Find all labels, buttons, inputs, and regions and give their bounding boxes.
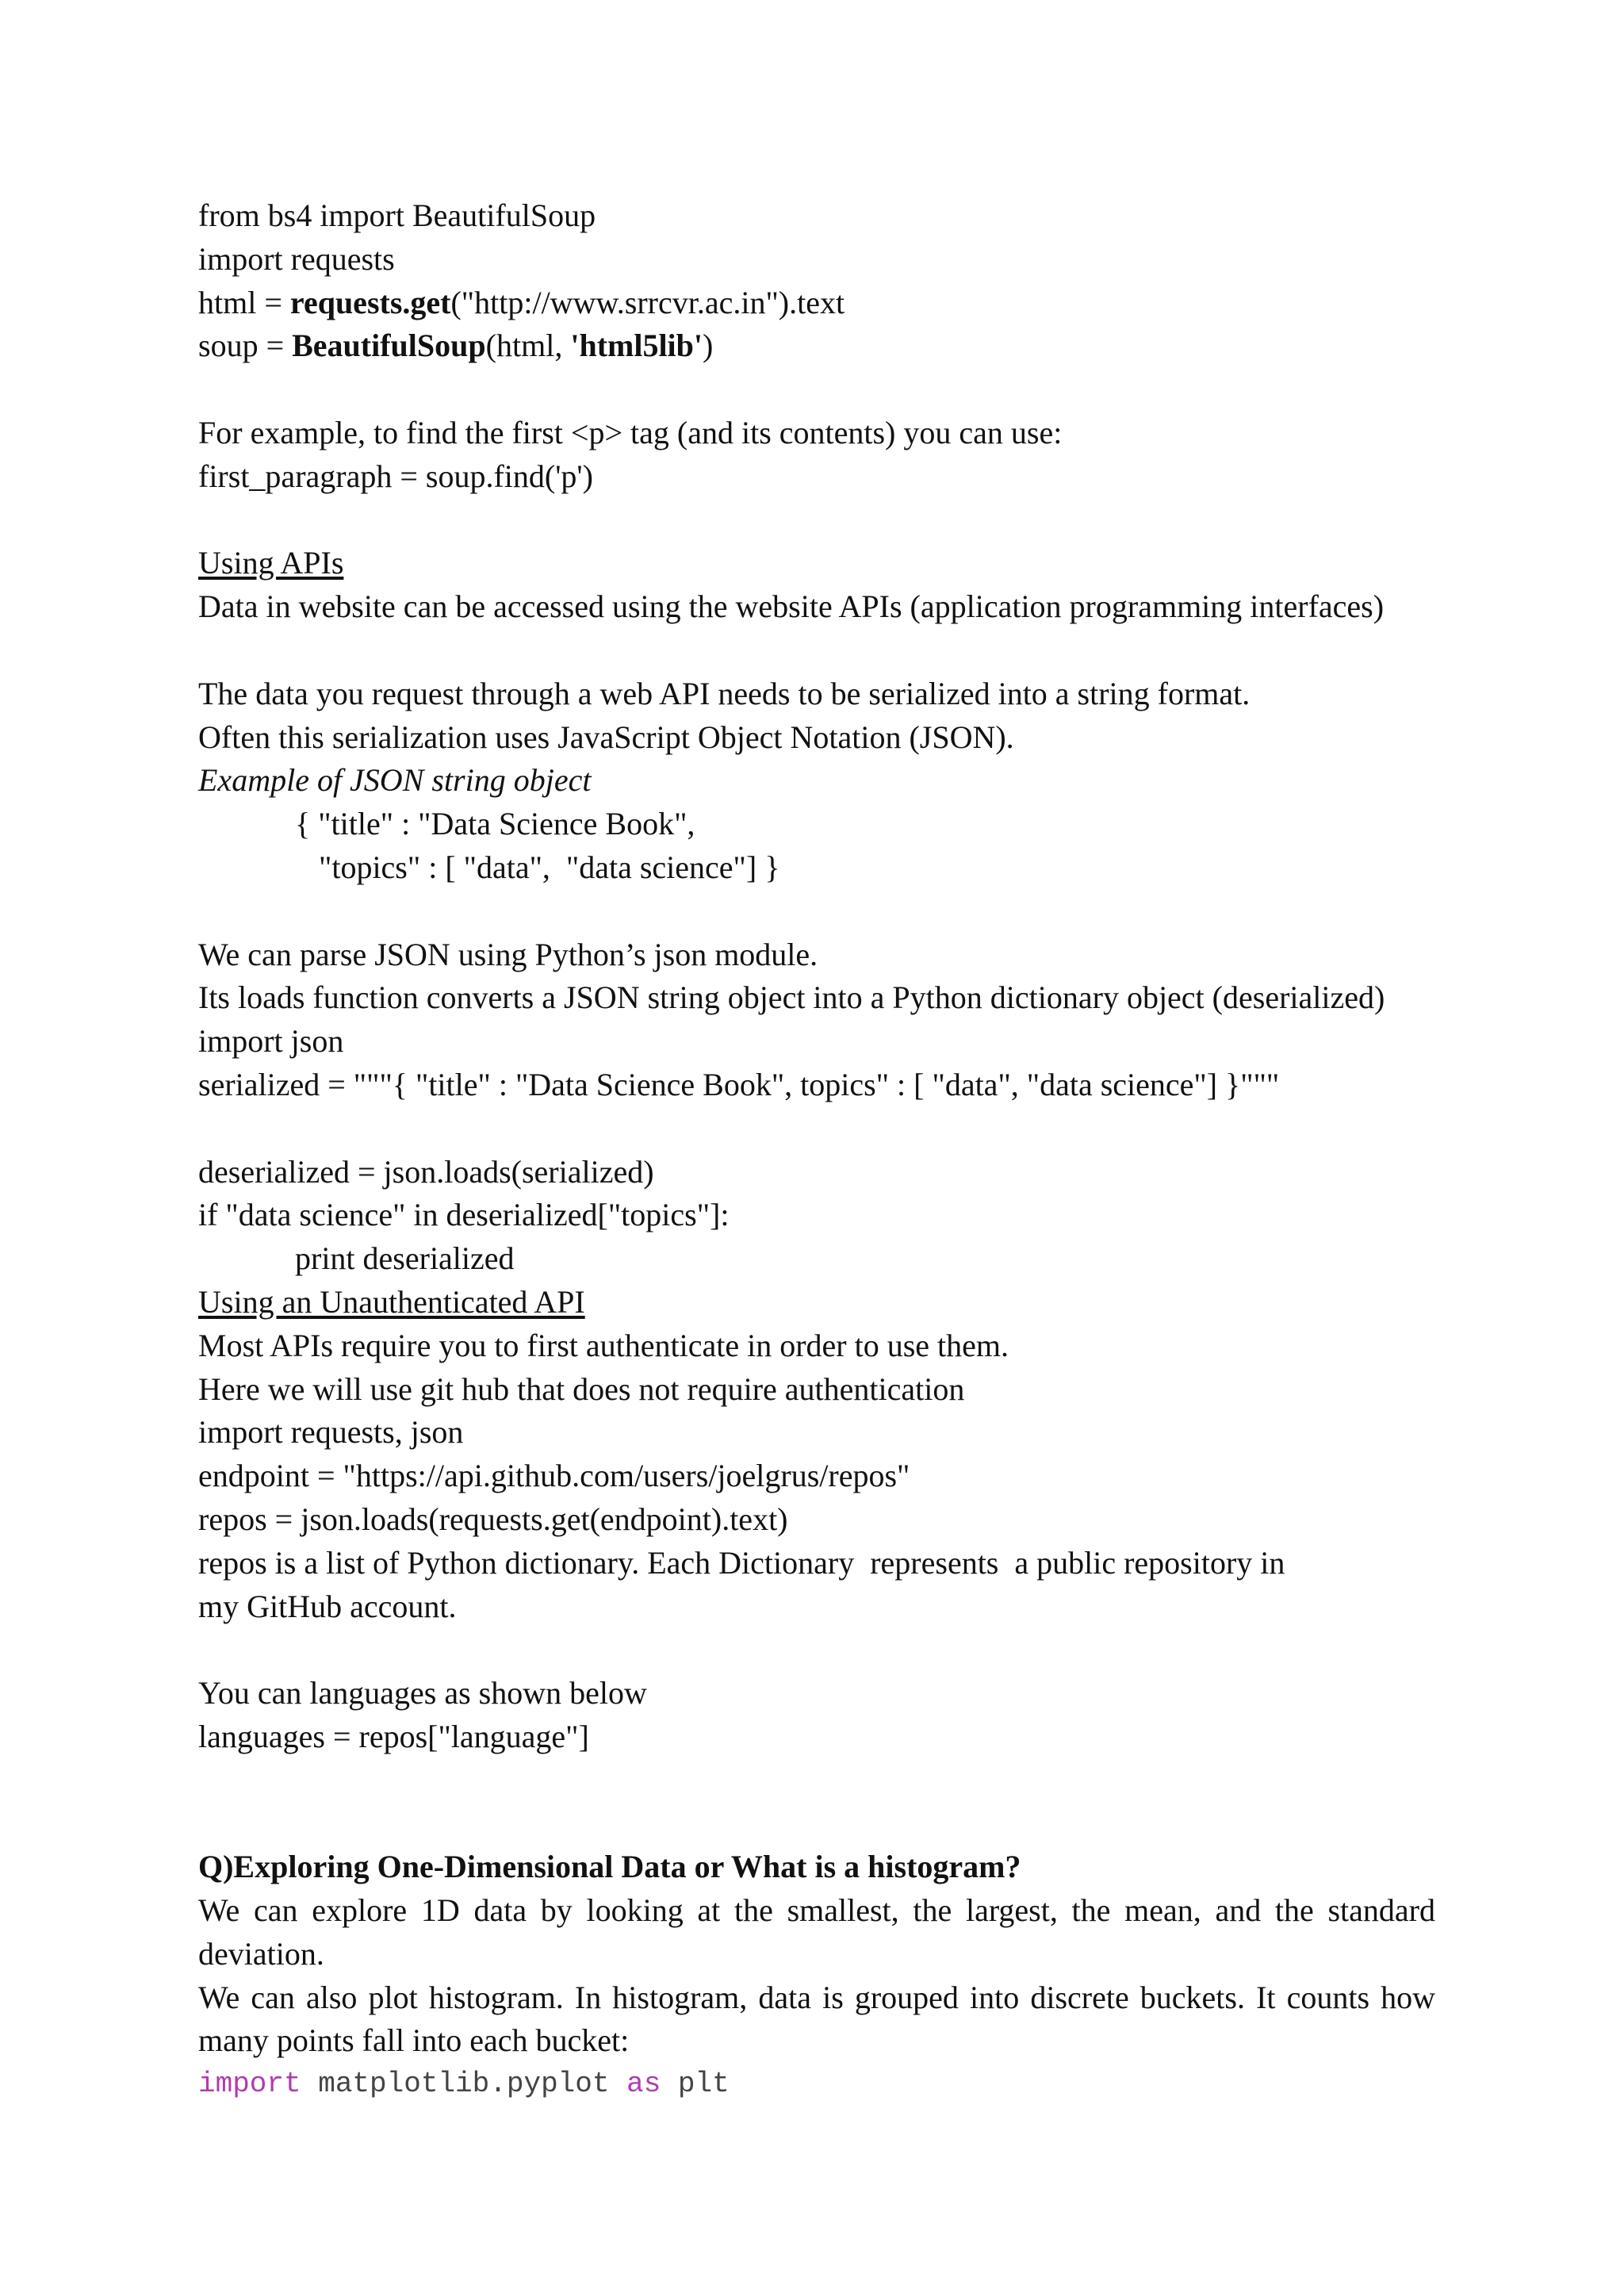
spacer — [198, 629, 1435, 673]
histogram-question-heading: Q)Exploring One-Dimensional Data or What is a histogram? — [198, 1849, 1021, 1885]
histogram-paragraph-1: We can explore 1D data by looking at the smallest, the largest, the mean, and the standard deviation. — [198, 1892, 1435, 1972]
languages-code: languages = repos["language"] — [198, 1718, 589, 1754]
spacer — [198, 368, 1435, 412]
deserialize-line-2: if "data science" in deserialized["topics"]: — [198, 1197, 730, 1233]
json-example-label: Example of JSON string object — [198, 762, 592, 799]
languages-line-1: You can languages as shown below — [198, 1675, 647, 1711]
spacer — [198, 890, 1435, 933]
text-fragment: ("http://www.srrcvr.ac.in").text — [450, 284, 845, 320]
apis-description: Data in website can be accessed using the website APIs (application programming interfaces) — [198, 588, 1385, 625]
json-intro-line-1: The data you request through a web API needs to be serialized into a string format. — [198, 675, 1251, 711]
text-fragment: (html, — [485, 328, 571, 364]
code-line-soup — [198, 324, 1435, 368]
text-fragment: soup = — [198, 328, 293, 364]
heading-using-apis: Using APIs — [198, 545, 344, 581]
spacer — [198, 1107, 1435, 1151]
text-fragment: ) — [703, 328, 714, 364]
unauth-code-endpoint: endpoint = "https://api.github.com/users/joelgrus/repos" — [198, 1458, 910, 1494]
code-fragment: matplotlib.pyplot — [301, 2068, 627, 2101]
text-fragment: html = — [198, 284, 290, 320]
unauth-line-1: Most APIs require you to first authenticate in order to use them. — [198, 1327, 1009, 1363]
keyword-import: import — [198, 2068, 301, 2101]
spacer — [198, 1628, 1435, 1672]
parse-code-import-json: import json — [198, 1023, 344, 1060]
parse-line-2: Its loads function converts a JSON string object into a Python dictionary object (deserialized) — [198, 979, 1385, 1016]
keyword-as: as — [626, 2068, 661, 2101]
code-line-import-requests: import requests — [198, 240, 395, 277]
code-fragment: plt — [661, 2068, 730, 2101]
json-intro-line-2: Often this serialization uses JavaScript Object Notation (JSON). — [198, 719, 1014, 755]
find-example-code: first_paragraph = soup.find('p') — [198, 458, 593, 494]
deserialize-line-3: print deserialized — [295, 1240, 515, 1277]
code-line-html-request — [198, 282, 1435, 325]
unauth-code-import: import requests, json — [198, 1414, 464, 1451]
json-example-line-1: { "title" : "Data Science Book", — [295, 806, 695, 842]
heading-unauthenticated-api: Using an Unauthenticated API — [198, 1283, 585, 1320]
bold-fragment: BeautifulSoup — [292, 328, 486, 364]
code-line-import-bs4: from bs4 import BeautifulSoup — [198, 197, 596, 233]
spacer — [198, 499, 1435, 542]
bold-fragment: 'html5lib' — [570, 328, 703, 364]
unauth-code-repos: repos = json.loads(requests.get(endpoint).text) — [198, 1501, 788, 1537]
unauth-line-2: Here we will use git hub that does not require authentication — [198, 1370, 965, 1407]
bold-fragment: requests.get — [289, 284, 451, 320]
unauth-line-7: my GitHub account. — [198, 1588, 457, 1624]
histogram-paragraph-2: We can also plot histogram. In histogram, data is grouped into discrete buckets. It counts how many points fall into each bucket: — [198, 1979, 1435, 2059]
document-page — [198, 194, 1435, 2106]
find-example-text: For example, to find the first <p> tag (and its contents) you can use: — [198, 414, 1063, 450]
spacer — [198, 1759, 1435, 1846]
parse-code-serialized: serialized = """{ "title" : "Data Science Book", topics" : [ "data", "data science"] }""" — [198, 1066, 1280, 1102]
json-example-line-2: "topics" : [ "data", "data science"] } — [319, 849, 780, 885]
unauth-line-6: repos is a list of Python dictionary. Each Dictionary represents a public repository in — [198, 1544, 1285, 1581]
histogram-code-import — [198, 2063, 1435, 2106]
parse-line-1: We can parse JSON using Python’s json module. — [198, 936, 818, 972]
deserialize-line-1: deserialized = json.loads(serialized) — [198, 1153, 654, 1190]
